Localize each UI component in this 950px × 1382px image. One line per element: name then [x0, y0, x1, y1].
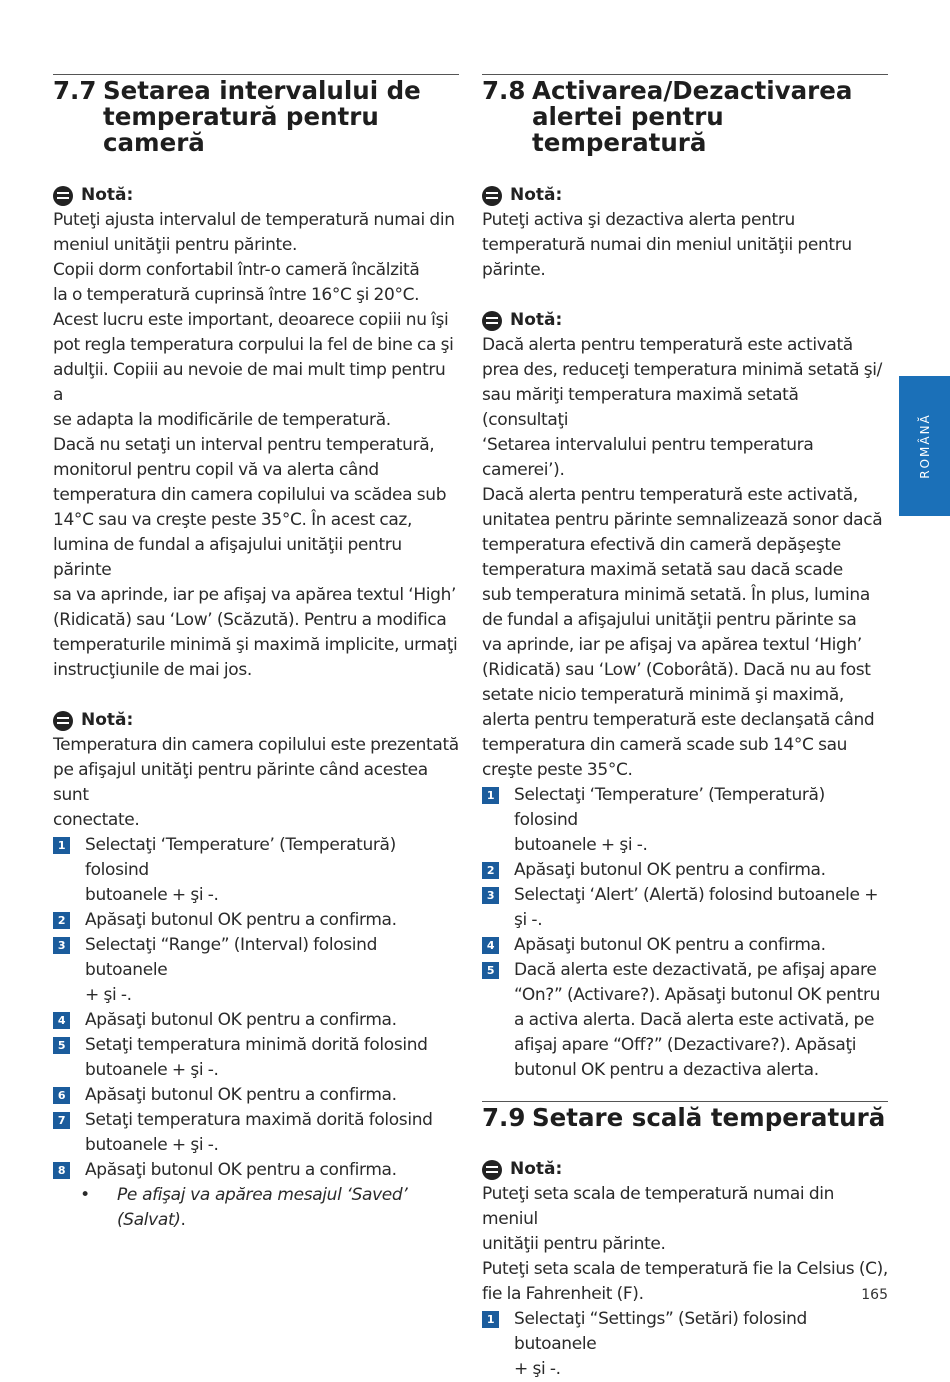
text-line: se adapta la modificările de temperatură. [53, 410, 391, 430]
step-item [482, 858, 888, 883]
step-text [85, 933, 459, 1008]
text-line: temperatura efectivă din cameră depăşeşte [482, 535, 841, 555]
step-line: butoanele + şi -. [514, 835, 648, 855]
step-number-badge: 1 [482, 1311, 499, 1328]
text-line: setate nicio temperatură minimă şi maximă, [482, 685, 844, 705]
text-line: temperatură numai din meniul unităţii pentru [482, 235, 852, 255]
note-icon [482, 186, 502, 206]
step-line: + şi -. [514, 1359, 561, 1379]
step-list [53, 833, 459, 1183]
step-text [85, 1108, 459, 1158]
step-line: a activa alerta. Dacă alerta este activată, pe [514, 1010, 875, 1030]
section-7-7 [53, 74, 459, 1233]
text-line: la o temperatură cuprinsă între 16°C şi 20°C. [53, 285, 420, 305]
step-list [482, 1307, 888, 1382]
step-list [482, 783, 888, 1083]
note-body [53, 733, 459, 833]
text-line: unitatea pentru părinte semnalizează sonor dacă [482, 510, 883, 530]
text-line: Copii dorm confortabil într-o cameră încălzită [53, 260, 420, 280]
step-line: Selectaţi “Settings” (Setări) folosind butoanele [514, 1309, 807, 1354]
step-line: Apăsaţi butonul OK pentru a confirma. [514, 935, 826, 955]
text-line: temperatura maximă setată sau dacă scade [482, 560, 843, 580]
step-line: butonul OK pentru a dezactiva alerta. [514, 1060, 819, 1080]
text-line: Puteţi seta scala de temperatură fie la Celsius (C), [482, 1259, 888, 1279]
note-icon [482, 1160, 502, 1180]
step-line: Selectaţi ‘Alert’ (Alertă) folosind butoanele + [514, 885, 879, 905]
page-number: 165 [861, 1287, 888, 1303]
language-label: ROMÂNĂ [917, 413, 932, 479]
step-text [85, 1008, 459, 1033]
text-line: temperaturile minimă şi maximă implicite, urmaţi [53, 635, 458, 655]
bullet-mark: • [80, 1185, 90, 1205]
text-line: Puteţi activa şi dezactiva alerta pentru [482, 210, 795, 230]
step-number-badge: 2 [53, 912, 70, 929]
text-line: unităţii pentru părinte. [482, 1234, 666, 1254]
step-number-badge: 8 [53, 1162, 70, 1179]
language-tab [899, 376, 950, 516]
note-icon [53, 711, 73, 731]
step-text [514, 1307, 888, 1382]
section-heading [482, 78, 888, 156]
step-number-badge: 5 [482, 962, 499, 979]
text-line: temperatura din camera copilului va scădea sub [53, 485, 447, 505]
text-line: conectate. [53, 810, 140, 830]
step-line: şi -. [514, 910, 543, 930]
section-number: 7.7 [53, 76, 97, 105]
text-line: monitorul pentru copil vă va alerta când [53, 460, 379, 480]
step-number-badge: 1 [482, 787, 499, 804]
bullet-text: Pe afişaj va apărea mesajul ‘Saved’ (Salvat). [117, 1185, 408, 1230]
step-line: + şi -. [85, 985, 132, 1005]
text-line: sa va aprinde, iar pe afişaj va apărea textul ‘High’ [53, 585, 457, 605]
step-line: Apăsaţi butonul OK pentru a confirma. [85, 1010, 397, 1030]
note-body [53, 208, 459, 683]
section-rule [53, 74, 459, 75]
note-heading [482, 1157, 888, 1182]
step-item [53, 833, 459, 908]
section-number: 7.8 [482, 76, 526, 105]
note-label: Notă: [81, 185, 134, 205]
text-line: Dacă alerta pentru temperatură este activată, [482, 485, 858, 505]
text-line: (Ridicată) sau ‘Low’ (Scăzută). Pentru a modifica [53, 610, 447, 630]
text-line: părinte. [482, 260, 546, 280]
text-line: Dacă nu setaţi un interval pentru temperatură, [53, 435, 435, 455]
step-line: Apăsaţi butonul OK pentru a confirma. [85, 1085, 397, 1105]
text-line: temperatura din cameră scade sub 14°C sau [482, 735, 848, 755]
step-text [85, 1158, 459, 1183]
step-line: Selectaţi ‘Temperature’ (Temperatură) folosind [514, 785, 825, 830]
text-line: de fundal a afişajului unităţii pentru părinte sa [482, 610, 857, 630]
step-line: Apăsaţi butonul OK pentru a confirma. [85, 1160, 397, 1180]
text-line: Acest lucru este important, deoarece copiii nu îşi [53, 310, 449, 330]
text-line: Temperatura din camera copilului este prezentată [53, 735, 459, 755]
step-number-badge: 7 [53, 1112, 70, 1129]
note-label: Notă: [510, 310, 563, 330]
step-text [514, 933, 888, 958]
text-line: Puteţi seta scala de temperatură numai din meniul [482, 1184, 835, 1229]
step-item [482, 933, 888, 958]
note-heading [482, 308, 888, 333]
text-line: prea des, reduceţi temperatura minimă setată şi/ [482, 360, 882, 380]
note-label: Notă: [81, 710, 134, 730]
text-line: lumina de fundal a afişajului unităţii pentru părinte [53, 535, 402, 580]
step-text [514, 958, 888, 1083]
text-line: instrucţiunile de mai jos. [53, 660, 252, 680]
step-text [85, 833, 459, 908]
step-item [53, 1083, 459, 1108]
note-icon [482, 311, 502, 331]
text-line: sau măriţi temperatura maximă setată (consultaţi [482, 385, 799, 430]
step-item [482, 883, 888, 933]
step-text [85, 908, 459, 933]
text-line: Puteţi ajusta intervalul de temperatură numai din [53, 210, 455, 230]
text-line: Dacă alerta pentru temperatură este activată [482, 335, 853, 355]
result-bullet [53, 1183, 459, 1233]
text-line: va aprinde, iar pe afişaj va apărea textul ‘High’ [482, 635, 862, 655]
step-item [53, 908, 459, 933]
section-title: Setare scală temperatură [532, 1103, 886, 1132]
step-number-badge: 4 [482, 937, 499, 954]
section-number: 7.9 [482, 1103, 526, 1132]
step-item [53, 1158, 459, 1183]
step-line: Setaţi temperatura minimă dorită folosind [85, 1035, 428, 1055]
text-line: creşte peste 35°C. [482, 760, 633, 780]
text-line: pot regla temperatura corpului la fel de bine ca şi [53, 335, 454, 355]
step-text [514, 883, 888, 933]
note-heading [482, 183, 888, 208]
step-number-badge: 6 [53, 1087, 70, 1104]
note-heading [53, 708, 459, 733]
section-7-9 [482, 1101, 888, 1382]
section-7-8 [482, 74, 888, 1382]
step-item [482, 783, 888, 858]
step-line: Dacă alerta este dezactivată, pe afişaj apare [514, 960, 877, 980]
step-line: Selectaţi ‘Temperature’ (Temperatură) folosind [85, 835, 396, 880]
step-item [482, 1307, 888, 1382]
note-label: Notă: [510, 185, 563, 205]
text-line: 14°C sau va creşte peste 35°C. În acest caz, [53, 510, 413, 530]
note-body [482, 333, 888, 783]
step-line: Apăsaţi butonul OK pentru a confirma. [514, 860, 826, 880]
section-heading [482, 1105, 888, 1131]
text-line: alerta pentru temperatură este declanşată când [482, 710, 875, 730]
section-heading [53, 78, 459, 156]
section-title: Activarea/Dezactivarea alertei pentru temperatură [532, 76, 853, 157]
section-rule [482, 74, 888, 75]
step-item [53, 1108, 459, 1158]
step-item [53, 1008, 459, 1033]
text-line: ‘Setarea intervalului pentru temperatura camerei’). [482, 435, 814, 480]
step-text [514, 858, 888, 883]
text-line: pe afişajul unităţi pentru părinte când acestea sunt [53, 760, 428, 805]
step-text [514, 783, 888, 858]
note-label: Notă: [510, 1159, 563, 1179]
step-line: afişaj apare “Off?” (Dezactivare?). Apăsaţi [514, 1035, 857, 1055]
text-line: (Ridicată) sau ‘Low’ (Coborâtă). Dacă nu au fost [482, 660, 871, 680]
text-line: adulţii. Copiii au nevoie de mai mult timp pentru a [53, 360, 446, 405]
text-line: meniul unităţii pentru părinte. [53, 235, 298, 255]
text-line: fie la Fahrenheit (F). [482, 1284, 644, 1304]
note-icon [53, 186, 73, 206]
step-line: Setaţi temperatura maximă dorită folosind [85, 1110, 433, 1130]
note-heading [53, 183, 459, 208]
step-item [53, 1033, 459, 1083]
step-text [85, 1033, 459, 1083]
note-body [482, 208, 888, 283]
section-rule [482, 1101, 888, 1102]
step-number-badge: 1 [53, 837, 70, 854]
step-number-badge: 5 [53, 1037, 70, 1054]
step-line: butoanele + şi -. [85, 885, 219, 905]
step-item [482, 958, 888, 1083]
step-line: butoanele + şi -. [85, 1135, 219, 1155]
step-line: Selectaţi “Range” (Interval) folosind butoanele [85, 935, 378, 980]
step-number-badge: 4 [53, 1012, 70, 1029]
section-title: Setarea intervalului de temperatură pentru cameră [103, 76, 421, 157]
step-line: Apăsaţi butonul OK pentru a confirma. [85, 910, 397, 930]
step-number-badge: 3 [482, 887, 499, 904]
text-line: sub temperatura minimă setată. În plus, lumina [482, 585, 870, 605]
step-number-badge: 2 [482, 862, 499, 879]
step-line: “On?” (Activare?). Apăsaţi butonul OK pentru [514, 985, 881, 1005]
step-item [53, 933, 459, 1008]
step-text [85, 1083, 459, 1108]
step-line: butoanele + şi -. [85, 1060, 219, 1080]
step-number-badge: 3 [53, 937, 70, 954]
